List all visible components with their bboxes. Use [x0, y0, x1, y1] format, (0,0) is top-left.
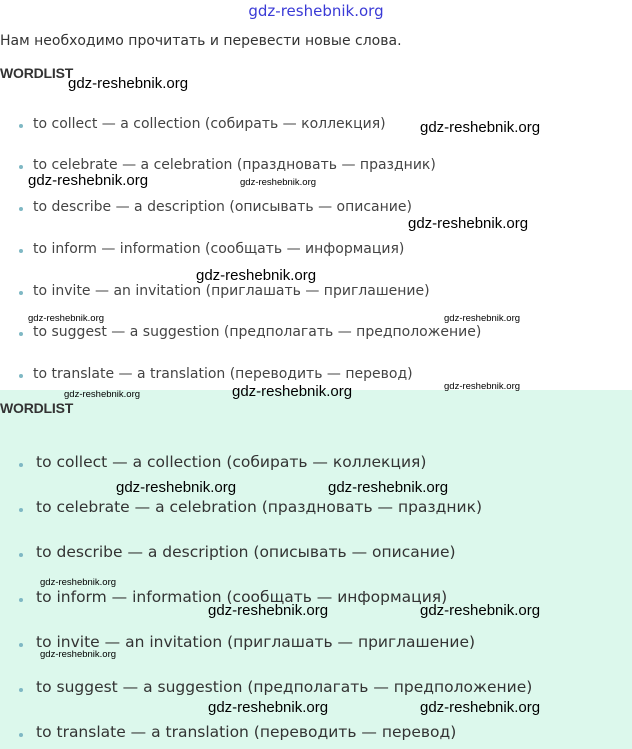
watermark: gdz-reshebnik.org [68, 75, 189, 92]
watermark: gdz-reshebnik.org [444, 313, 521, 324]
bullet-icon [19, 688, 23, 692]
watermark: gdz-reshebnik.org [116, 479, 237, 496]
watermark: gdz-reshebnik.org [420, 699, 541, 716]
bullet-icon [19, 733, 23, 737]
watermark: gdz-reshebnik.org [420, 602, 541, 619]
watermark: gdz-reshebnik.org [28, 313, 105, 324]
bullet-icon [19, 165, 23, 169]
watermark: gdz-reshebnik.org [64, 389, 141, 400]
watermark: gdz-reshebnik.org [408, 215, 529, 232]
bullet-icon [19, 207, 23, 211]
wordlist-title-2: WORDLIST [0, 400, 74, 416]
bullet-icon [19, 332, 23, 336]
watermark: gdz-reshebnik.org [208, 699, 329, 716]
watermark: gdz-reshebnik.org [40, 577, 117, 588]
site-header[interactable]: gdz-reshebnik.org [248, 2, 384, 20]
wordlist-section-2: WORDLIST to collect — a collection (собирать — коллекция) to celebrate — a celebration (праздновать — праздник) to describe — a description (описывать — описание) to inform — information (сообщать — информация) to invite — an invitation (приглашать — приглашение) to suggest — a suggestion (предполагать — предположение) to translate — a translation (переводить — перевод) [0, 390, 632, 749]
bullet-icon [19, 508, 23, 512]
bullet-icon [19, 124, 23, 128]
bullet-icon [19, 643, 23, 647]
bullet-icon [19, 553, 23, 557]
watermark: gdz-reshebnik.org [196, 267, 317, 284]
intro-text: Нам необходимо прочитать и перевести новые слова. [0, 33, 402, 49]
wordlist-title-1: WORDLIST [0, 65, 74, 81]
watermark: gdz-reshebnik.org [28, 172, 149, 189]
bullet-icon [19, 598, 23, 602]
watermark: gdz-reshebnik.org [208, 602, 329, 619]
bullet-icon [19, 463, 23, 467]
bullet-icon [19, 291, 23, 295]
watermark: gdz-reshebnik.org [444, 381, 521, 392]
bullet-icon [19, 249, 23, 253]
watermark: gdz-reshebnik.org [40, 649, 117, 660]
watermark: gdz-reshebnik.org [328, 479, 449, 496]
bullet-icon [19, 374, 23, 378]
watermark: gdz-reshebnik.org [232, 383, 353, 400]
watermark: gdz-reshebnik.org [420, 119, 541, 136]
watermark: gdz-reshebnik.org [240, 177, 317, 188]
